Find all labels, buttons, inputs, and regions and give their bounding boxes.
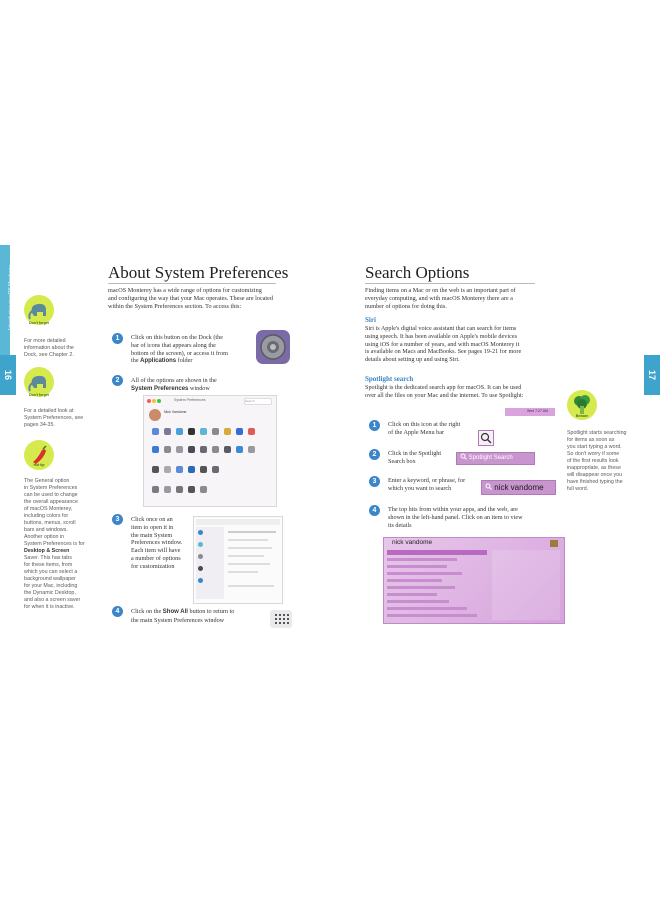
grid-icon bbox=[270, 610, 292, 628]
right-step-4-text: The top hits from within your apps, and the web, are shown in the left-hand panel. Click on an item to view its details bbox=[388, 506, 523, 529]
system-preferences-dock-icon[interactable] bbox=[256, 330, 290, 364]
spotlight-placeholder: Spotlight Search bbox=[468, 455, 513, 461]
spotlight-heading: Spotlight search bbox=[365, 375, 414, 383]
window-search-field[interactable]: Search bbox=[244, 398, 272, 405]
left-title-rule bbox=[108, 283, 276, 284]
search-icon bbox=[460, 453, 467, 460]
siri-heading: Siri bbox=[365, 316, 376, 324]
search-icon bbox=[485, 483, 492, 490]
dont-forget-label-2: Don't forget bbox=[29, 393, 49, 397]
left-step-3-text: Click once on an item to open it in the main System Preferences window. Each item will have a number of options for customization bbox=[131, 516, 183, 570]
left-page-title: About System Preferences bbox=[108, 263, 289, 282]
preference-pane-window bbox=[193, 516, 283, 604]
right-step-2-text: Click in the Spotlight Search box bbox=[388, 450, 442, 465]
magnifier-icon bbox=[479, 431, 493, 445]
left-step-3-number: 3 bbox=[112, 514, 123, 525]
left-step-2-number: 2 bbox=[112, 375, 123, 386]
sidebar-note-3: The General option in System Preferences can be used to change the overall appearance of macOS Monterey, including colors for buttons, menus, scroll bars and windows. Another option in System Preferences is for Desktop & Screen Saver. This has tabs for these items, from which you can select a background wallpaper for your Mac, including the Dynamic Desktop, and also a screen saver for when it is inactive. bbox=[24, 478, 85, 610]
beware-note: Spotlight starts searching for items as soon as you start typing a word. So don't worry if some of the first results look inappropriate, as these will disappear once you have finished typing the full word. bbox=[567, 430, 627, 492]
menu-bar-snippet bbox=[505, 408, 555, 416]
show-all-button[interactable] bbox=[270, 610, 292, 628]
right-step-1-text: Click on this icon at the right of the Apple Menu bar bbox=[388, 421, 461, 436]
gear-icon bbox=[256, 330, 290, 364]
right-step-2-number: 2 bbox=[369, 449, 380, 460]
right-step-4-number: 4 bbox=[369, 505, 380, 516]
right-title-rule bbox=[365, 283, 535, 284]
results-query: nick vandome bbox=[392, 539, 433, 546]
right-page-title: Search Options bbox=[365, 263, 470, 282]
right-intro: Finding items on a Mac or on the web is an important part of everyday computing, and with macOS Monterey there are a number of options for doing this. bbox=[365, 287, 516, 310]
sidebar-note-1: For more detailed information about the Dock, see Chapter 2. bbox=[24, 338, 74, 358]
system-preferences-window bbox=[143, 395, 277, 507]
spotlight-menu-icon[interactable] bbox=[478, 430, 494, 446]
result-preview bbox=[492, 550, 560, 620]
left-intro: macOS Monterey has a wide range of options for customizing and configuring the way that your Mac operates. These are located within the System Preferences section. To access this: bbox=[108, 287, 273, 310]
hot-tip-label: Hot tip bbox=[33, 463, 45, 467]
results-list[interactable] bbox=[387, 550, 487, 620]
left-side-tab-text: Introducing macOS Monterey bbox=[8, 264, 14, 330]
left-step-2-text: All of the options are shown in the System Preferences window bbox=[131, 377, 217, 392]
spotlight-results-panel bbox=[383, 537, 565, 624]
user-name: Nick Vandome bbox=[164, 410, 187, 414]
left-step-4-text: Click on the Show All button to return to the main System Preferences window bbox=[131, 608, 235, 624]
dont-forget-label-1: Don't forget bbox=[29, 321, 49, 325]
right-step-1-number: 1 bbox=[369, 420, 380, 431]
left-step-1-number: 1 bbox=[112, 333, 123, 344]
user-avatar[interactable] bbox=[149, 409, 161, 421]
beware-label: Beware bbox=[575, 414, 589, 418]
spotlight-query-box[interactable] bbox=[481, 480, 556, 495]
menubar-time: Wed 7:27 AM bbox=[527, 409, 548, 413]
sidebar-note-2: For a detailed look at System Preferences, see pages 34-35. bbox=[24, 408, 84, 428]
left-step-4-number: 4 bbox=[112, 606, 123, 617]
right-step-3-number: 3 bbox=[369, 476, 380, 487]
left-step-1-text: Click on this button on the Dock (the bar of icons that appears along the bottom of the screen), or access it from the Applications folder bbox=[131, 334, 228, 365]
spotlight-search-box[interactable] bbox=[456, 452, 535, 465]
spotlight-paragraph: Spotlight is the dedicated search app for macOS. It can be used over all the files on your Mac and the internet. To use Spotlight: bbox=[365, 384, 524, 399]
spotlight-query-text: nick vandome bbox=[494, 483, 544, 492]
window-title: System Preferences bbox=[174, 398, 206, 402]
left-page-number: 16 bbox=[3, 369, 14, 381]
right-step-3-text: Enter a keyword, or phrase, for which you want to search bbox=[388, 477, 466, 492]
right-page-number: 17 bbox=[647, 369, 658, 381]
siri-paragraph: Siri is Apple's digital voice assistant that can search for items using speech. It has been available on Apple's mobile devices using iOS for a number of years, and with macOS Monterey it is available on Macs and MacBooks. See pages 19-21 for more details about setting up and using Siri. bbox=[365, 325, 522, 364]
pane-sidebar[interactable] bbox=[196, 527, 224, 599]
